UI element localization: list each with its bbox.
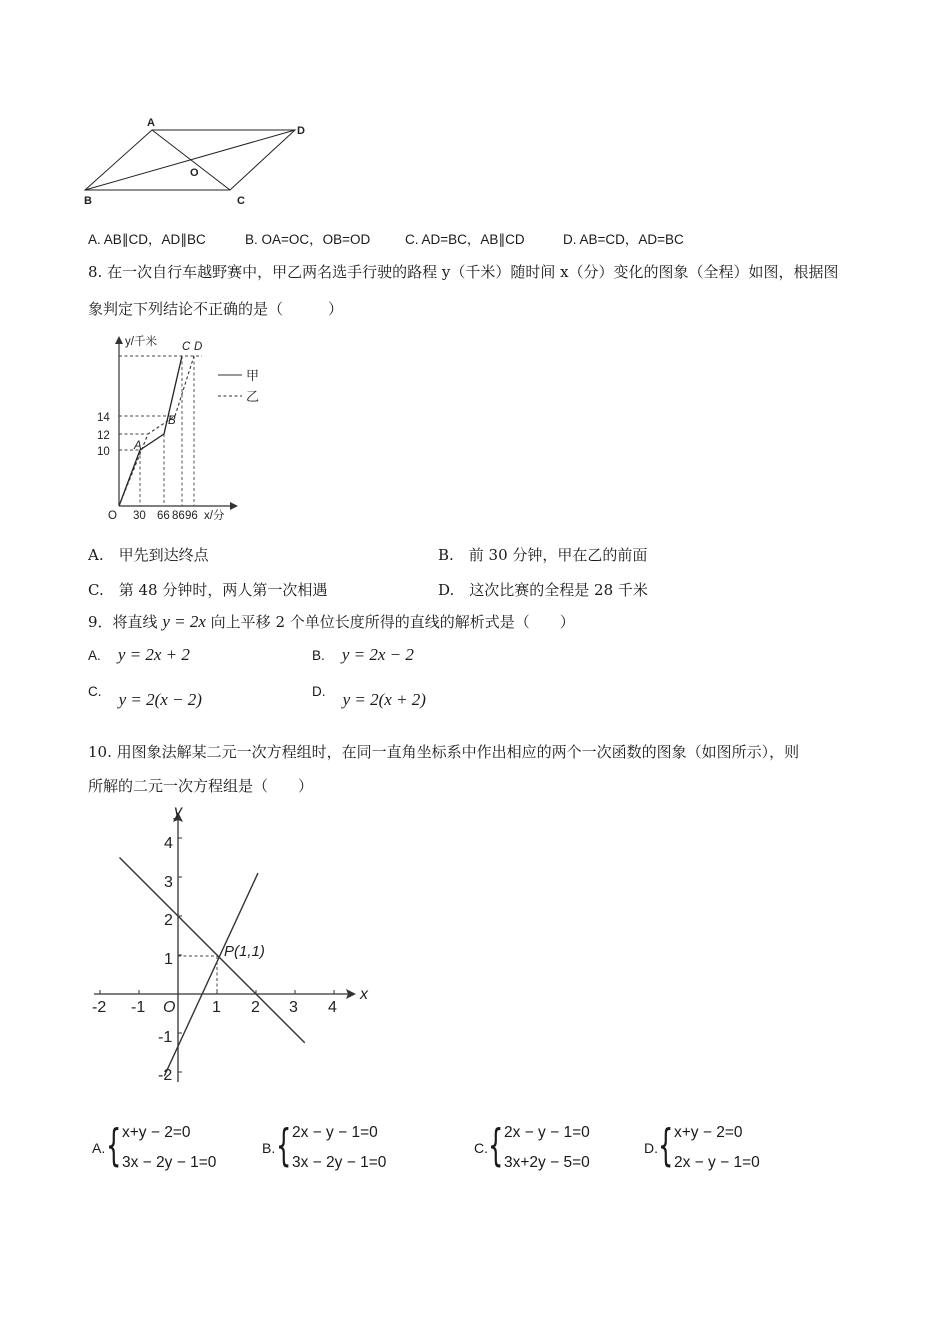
center-o-label: O <box>190 167 199 179</box>
point-c-label: C <box>182 341 191 353</box>
x-tick-86: 86 <box>172 510 185 522</box>
y-axis-label: y <box>174 803 182 820</box>
x-tick-66: 66 <box>157 510 170 522</box>
q10-option-b <box>262 1120 432 1180</box>
q9-option-a-expr: y = 2x + 2 <box>117 645 190 664</box>
q9-stem <box>88 611 575 632</box>
q10-option-a <box>92 1120 262 1180</box>
q10-option-c-eq1: 2x − y − 1=0 <box>504 1124 590 1141</box>
x-tick-1: 1 <box>212 999 221 1016</box>
brace-icon: { <box>488 1120 504 1171</box>
q10-option-b-label: B. <box>262 1140 276 1156</box>
y-tick-2: 2 <box>164 912 173 929</box>
vertex-a-label: A <box>147 117 155 129</box>
point-d-label: D <box>194 341 203 353</box>
q9-option-b <box>312 645 414 665</box>
q9-option-b-expr: y = 2x − 2 <box>341 645 414 664</box>
parallelogram-figure <box>80 110 320 210</box>
x-axis-arrow <box>230 502 238 510</box>
vertex-c-label: C <box>237 195 245 207</box>
x-tick-30: 30 <box>133 510 146 522</box>
q9-option-c <box>88 684 202 709</box>
q9-option-a <box>88 645 190 665</box>
q7-option-d: D. AB=CD，AD=BC <box>563 232 684 247</box>
q8-option-d: D. 这次比赛的全程是 28 千米 <box>438 581 648 599</box>
q10-option-c-eq2: 3x+2y − 5=0 <box>504 1154 590 1171</box>
q8-option-a: A. 甲先到达终点 <box>88 546 209 564</box>
q9-stem-prefix: 9．将直线 <box>88 613 158 631</box>
q10-option-d-label: D. <box>644 1140 658 1156</box>
y-tick-3: 3 <box>164 874 173 891</box>
legend <box>218 368 259 404</box>
q7-option-c: C. AD=BC，AB∥CD <box>405 232 525 247</box>
y-tick-12: 12 <box>97 430 110 442</box>
y-tick--1: -1 <box>158 1029 173 1046</box>
y-tick-1: 1 <box>164 951 173 968</box>
q10-option-b-eq2: 3x − 2y − 1=0 <box>292 1154 387 1171</box>
q10-stem-line1: 10. 用图象法解某二元一次方程组时，在同一直角坐标系中作出相应的两个一次函数的图象（如图所示），则 <box>88 743 800 761</box>
q10-option-b-eq1: 2x − y − 1=0 <box>292 1124 378 1141</box>
q9-stem-suffix: 向上平移 2 个单位长度所得的直线的解析式是（ ） <box>210 613 575 631</box>
q9-option-c-expr: y = 2(x − 2) <box>118 690 202 709</box>
x-axis-label: x/分 <box>204 510 225 522</box>
q9-option-c-label: C. <box>88 684 102 699</box>
x-tick--2: -2 <box>92 999 107 1016</box>
y-axis-label: y/千米 <box>125 336 157 348</box>
q8-stem-line2: 象判定下列结论不正确的是（ ） <box>88 300 344 318</box>
q7-option-a: A. AB∥CD，AD∥BC <box>88 232 206 247</box>
x-tick-4: 4 <box>328 999 337 1016</box>
series-yi-line <box>119 356 194 506</box>
brace-icon: { <box>658 1120 674 1171</box>
q10-stem-line2: 所解的二元一次方程组是（ ） <box>88 777 314 795</box>
origin-label: O <box>163 999 176 1016</box>
vertex-b-label: B <box>84 195 92 207</box>
q9-option-a-label: A. <box>88 648 101 663</box>
y-axis-arrow <box>115 336 123 344</box>
q10-option-d-eq1: x+y − 2=0 <box>674 1124 743 1141</box>
q10-option-c <box>474 1120 644 1180</box>
y-tick--2: -2 <box>158 1067 173 1084</box>
y-tick-10: 10 <box>97 446 110 458</box>
q9-option-d-expr: y = 2(x + 2) <box>342 690 426 709</box>
legend-solid-label: 甲 <box>246 368 260 383</box>
point-b-label: B <box>168 415 176 427</box>
q8-option-b: B. 前 30 分钟，甲在乙的前面 <box>438 546 648 564</box>
point-a-label: A <box>134 440 142 452</box>
y-tick-14: 14 <box>97 412 110 424</box>
x-tick-2: 2 <box>251 999 260 1016</box>
origin-label: O <box>108 510 117 522</box>
diagonal-bd <box>85 130 295 190</box>
q10-option-a-eq2: 3x − 2y − 1=0 <box>122 1154 217 1171</box>
q10-option-c-label: C. <box>474 1140 488 1156</box>
q10-option-d-eq2: 2x − y − 1=0 <box>674 1154 760 1171</box>
q10-coordinate-chart <box>86 800 376 1090</box>
x-axis-label: x <box>360 986 368 1003</box>
legend-dashed-label: 乙 <box>246 389 260 404</box>
brace-icon: { <box>276 1120 292 1171</box>
q8-option-c: C. 第 48 分钟时，两人第一次相遇 <box>88 581 328 599</box>
y-tick-4: 4 <box>164 835 173 852</box>
q9-option-d <box>312 684 426 709</box>
brace-icon: { <box>106 1120 122 1171</box>
q9-option-d-label: D. <box>312 684 326 699</box>
q8-distance-time-chart <box>90 328 280 526</box>
x-tick--1: -1 <box>131 999 146 1016</box>
q8-stem-line1: 8. 在一次自行车越野赛中，甲乙两名选手行驶的路程 y（千米）随时间 x（分）变化的图象（全程）如图，根据图 <box>88 263 839 281</box>
q10-option-d <box>644 1120 814 1180</box>
x-tick-3: 3 <box>289 999 298 1016</box>
q9-stem-function: y = 2x <box>162 612 206 631</box>
vertex-d-label: D <box>297 125 305 137</box>
q10-option-a-eq1: x+y − 2=0 <box>122 1124 191 1141</box>
q10-option-a-label: A. <box>92 1140 106 1156</box>
q9-option-b-label: B. <box>312 648 325 663</box>
intersection-p-label: P(1,1) <box>224 943 265 960</box>
x-tick-96: 96 <box>185 510 198 522</box>
q7-option-b: B. OA=OC，OB=OD <box>245 232 371 247</box>
